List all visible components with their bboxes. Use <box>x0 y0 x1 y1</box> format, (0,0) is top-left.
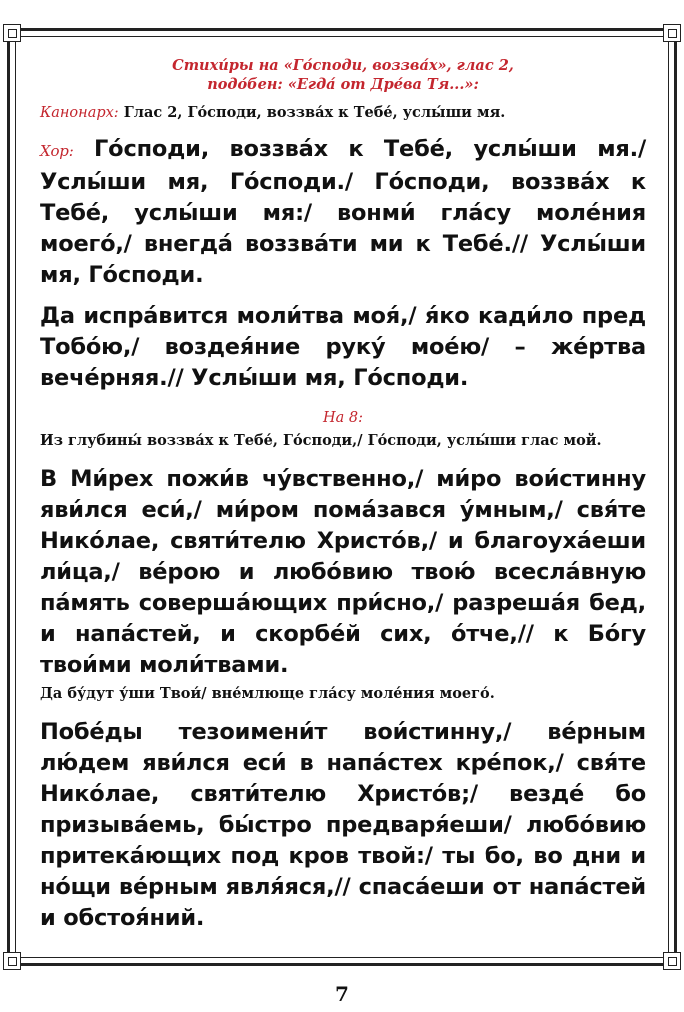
page-content <box>40 56 646 934</box>
verse-ispravitsya: Да испра́вится моли́тва моя́,/ я́ко кади́ло пред Тобо́ю,/ воздея́ние руку́ мое́ю/ – же́ртва вече́рняя.// Услы́ши мя, Го́споди. <box>40 303 646 391</box>
heading-line-2: подо́бен: «Егда́ от Дре́ва Тя...»: <box>207 76 479 93</box>
na-8-rubric: На 8: <box>322 410 363 426</box>
corner-ornament-top-left <box>3 24 21 42</box>
stichera-2: Побе́ды тезоимени́т вои́стинну,/ ве́рным лю́дем яви́лся еси́ в напа́стех кре́пок,/ свя́те Нико́лае, святи́телю Христо́в;/ везде́ бо призыва́емь, бы́стро предваря́еши/ любо́вию притека́ющих под кров твой:/ ты бо, во дни и но́щи ве́рным явля́яся,// спаса́еши от напа́стей и обстоя́ний. <box>40 719 646 931</box>
corner-ornament-bottom-right <box>663 952 681 970</box>
heading-line-1: Стихи́ры на «Го́споди, воззва́х», глас 2, <box>172 57 514 74</box>
verse-iz-glubiny: Из глубины́ воззва́х к Тебе́, Го́споди,/ Го́споди, услы́ши глас мой. <box>40 432 602 449</box>
section-heading <box>40 56 646 94</box>
corner-ornament-bottom-left <box>3 952 21 970</box>
page-number: 7 <box>335 982 349 1006</box>
chorus-rubric: Хор: <box>40 142 74 160</box>
stichera-1: В Ми́рех пожи́в чу́вственно,/ ми́ро вои́стинну яви́лся еси́,/ ми́ром пома́зався у́мным,/ свя́те Нико́лае, святи́телю Христо́в,/ и благоуха́еши ли́ца,/ ве́рою и любо́вию твою́ всесла́вную па́мять соверша́ющих при́сно,/ разреша́я бед, и напа́стей, и скорбе́й сих, о́тче,// к Бо́гу твои́ми моли́твами. <box>40 466 646 678</box>
kanonarch-text: Глас 2, Го́споди, воззва́х к Тебе́, услы́ши мя. <box>123 104 506 121</box>
kanonarch-rubric: Канонарх: <box>40 105 119 121</box>
kanonarch-verse <box>40 102 646 124</box>
verse-da-budut: Да бу́дут у́ши Твои́/ вне́млюще гла́су моле́ния моего́. <box>40 685 495 702</box>
corner-ornament-top-right <box>663 24 681 42</box>
chorus-verse <box>40 134 646 291</box>
chorus-text: Го́споди, воззва́х к Тебе́, услы́ши мя./ Услы́ши мя, Го́споди./ Го́споди, воззва́х к Тебе́, услы́ши мя:/ вонми́ гла́су моле́ния моего́,/ внегда́ воззва́ти ми к Тебе́.// Услы́ши мя, Го́споди. <box>40 136 647 288</box>
